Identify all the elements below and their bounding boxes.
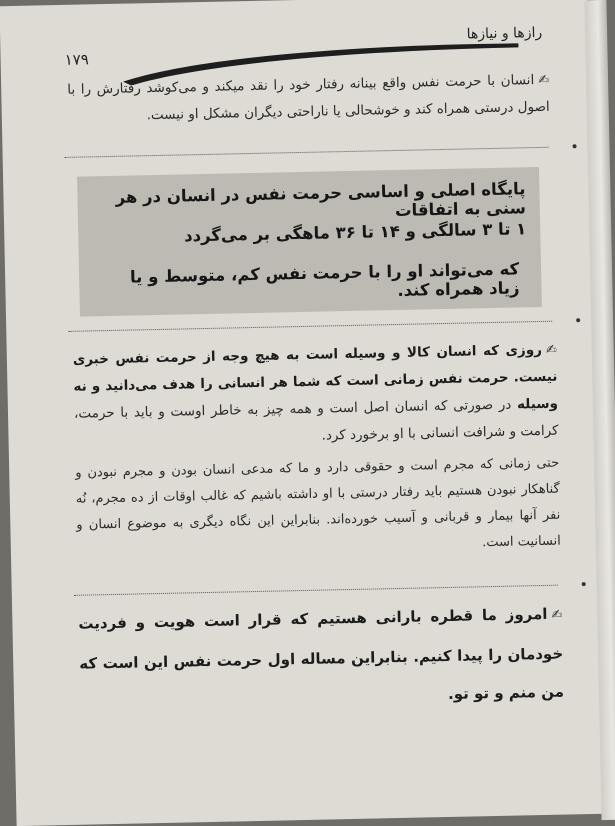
page-number: ۱۷۹ [64,50,89,69]
box-line-3: که می‌تواند او را با حرمت نفس کم، متوسط و یا زیاد همراه کند. [129,259,520,300]
pen-icon: ✍ [551,607,563,623]
paragraph-3 [75,451,561,565]
pen-icon: ✍ [545,342,557,358]
paragraph-4 [78,595,564,721]
paragraph-1-text: انسان با حرمت نفس واقع بینانه رفتار خود را نقد میکند و می‌کوشد رفتارش را با اصول درستی همراه کند و خوشحالی یا ناراحتی دیگران مشکل او نیست. [67,72,550,124]
paragraph-4-text: امروز ما قطره بارانی هستیم که قرار است هویت و فردیت خودمان را پیدا کنیم. بنابراین مساله اول حرمت نفس این است که من منم و تو تو. [78,604,565,704]
paragraph-2 [73,337,559,455]
paragraph-1 [67,67,550,130]
dotted-divider [65,147,549,158]
paragraph-3-text: حتی زمانی که مجرم است و حقوقی دارد و ما که مدعی انسان بودن و مجرم نبودن و گناهکار نبودن هستیم باید رفتار درستی با او داشته باشیم که غالب اوقات از ده مجرم، نُه نفر آنها بیمار و قربانی و آسیب خورده‌اند. بنابراین این نگاه دیگری به موضوع انسان و انسانیت است. [75,455,561,551]
divider-dot [576,318,580,322]
running-title: رازها و نیازها [466,24,543,43]
box-line-1: پایگاه اصلی و اساسی حرمت نفس در انسان در هر سنی به اتفاقات [115,179,527,221]
dotted-divider [74,585,558,596]
divider-dot [582,582,586,586]
dotted-divider [68,321,552,332]
page-header [50,15,553,74]
paragraph-2-bold-text: روزی که انسان کالا و وسیله است به هیچ وجه از حرمت نفس خبری نیست. حرمت نفس زمانی است که شما هر انسانی را هدف می‌دانید و نه وسیله [72,341,559,413]
pen-icon: ✍ [538,72,550,88]
paragraph-2-text: در صورتی که انسان اصل است و همه چیز به خاطر اوست و باید با حرمت، کرامت و شرافت انسانی با او برخورد کرد. [73,396,559,444]
divider-dot [572,144,576,148]
box-line-2: ۱ تا ۳ سالگی و ۱۴ تا ۳۶ ماهگی بر می‌گردد [183,219,527,246]
highlight-box [77,167,542,317]
